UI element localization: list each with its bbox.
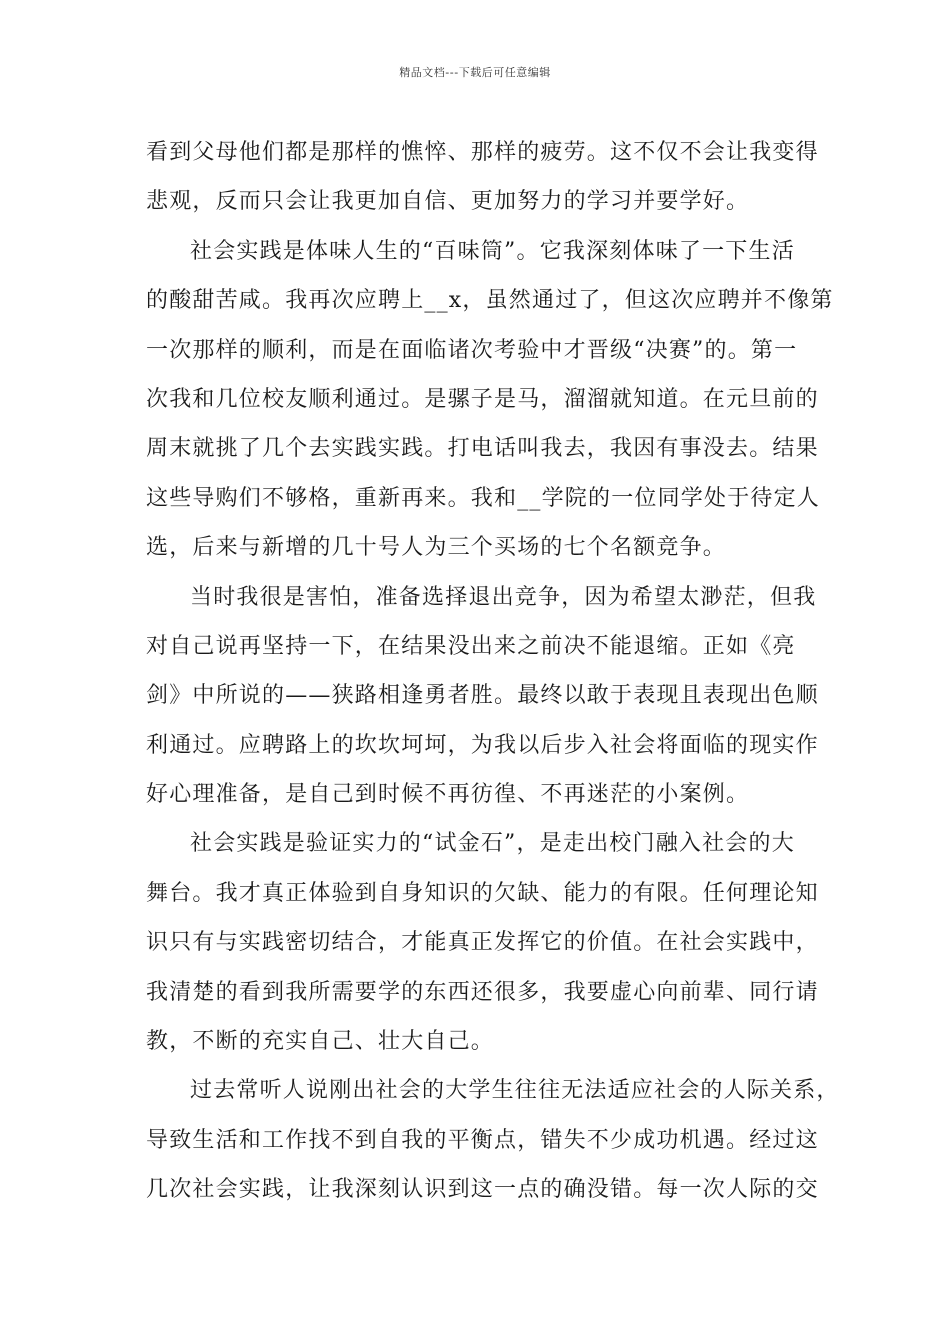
text-line: 识只有与实践密切结合，才能真正发挥它的价值。在社会实践中， <box>146 930 819 956</box>
text-line: 舞台。我才真正体验到自身知识的欠缺、能力的有限。任何理论知 <box>146 880 819 906</box>
paragraph-first-line: 过去常听人说刚出社会的大学生往往无法适应社会的人际关系， <box>190 1078 840 1104</box>
text-line: 几次社会实践，让我深刻认识到这一点的确没错。每一次人际的交 <box>146 1177 819 1203</box>
text-line: 利通过。应聘路上的坎坎坷坷，为我以后步入社会将面临的现实作 <box>146 732 819 758</box>
text-line: 悲观，反而只会让我更加自信、更加努力的学习并要学好。 <box>146 189 750 215</box>
text-line: 的酸甜苦咸。我再次应聘上__x，虽然通过了，但这次应聘并不像第 <box>146 288 834 314</box>
paragraph-first-line: 社会实践是体味人生的“百味筒”。它我深刻体味了一下生活 <box>190 238 795 264</box>
text-line: 剑》中所说的——狭路相逢勇者胜。最终以敢于表现且表现出色顺 <box>146 683 819 709</box>
document-body <box>146 128 840 1215</box>
text-line: 一次那样的顺利，而是在面临诸次考验中才晋级“决赛”的。第一 <box>146 337 798 363</box>
text-line: 次我和几位校友顺利通过。是骡子是马，溜溜就知道。在元旦前的 <box>146 386 819 412</box>
text-line: 看到父母他们都是那样的憔悴、那样的疲劳。这不仅不会让我变得 <box>146 140 819 165</box>
text-line: 这些导购们不够格，重新再来。我和__学院的一位同学处于待定人 <box>146 485 821 511</box>
text-line: 教，不断的充实自己、壮大自己。 <box>146 1029 495 1055</box>
text-line: 好心理准备，是自己到时候不再彷徨、不再迷茫的小案例。 <box>146 782 750 808</box>
text-line: 我清楚的看到我所需要学的东西还很多，我要虚心向前辈、同行请 <box>146 979 819 1005</box>
paragraph-first-line: 社会实践是验证实力的“试金石”，是走出校门融入社会的大 <box>190 831 795 857</box>
text-line: 对自己说再坚持一下，在结果没出来之前决不能退缩。正如《亮 <box>146 633 796 659</box>
text-line: 选，后来与新增的几十号人为三个买场的七个名额竞争。 <box>146 535 727 561</box>
page-header: 精品文档---下载后可任意编辑 <box>399 66 551 79</box>
paragraph-first-line: 当时我很是害怕，准备选择退出竞争，因为希望太渺茫，但我 <box>190 584 817 610</box>
text-line: 周末就挑了几个去实践实践。打电话叫我去，我因有事没去。结果 <box>146 436 819 462</box>
text-line: 导致生活和工作找不到自我的平衡点，错失不少成功机遇。经过这 <box>146 1127 819 1153</box>
